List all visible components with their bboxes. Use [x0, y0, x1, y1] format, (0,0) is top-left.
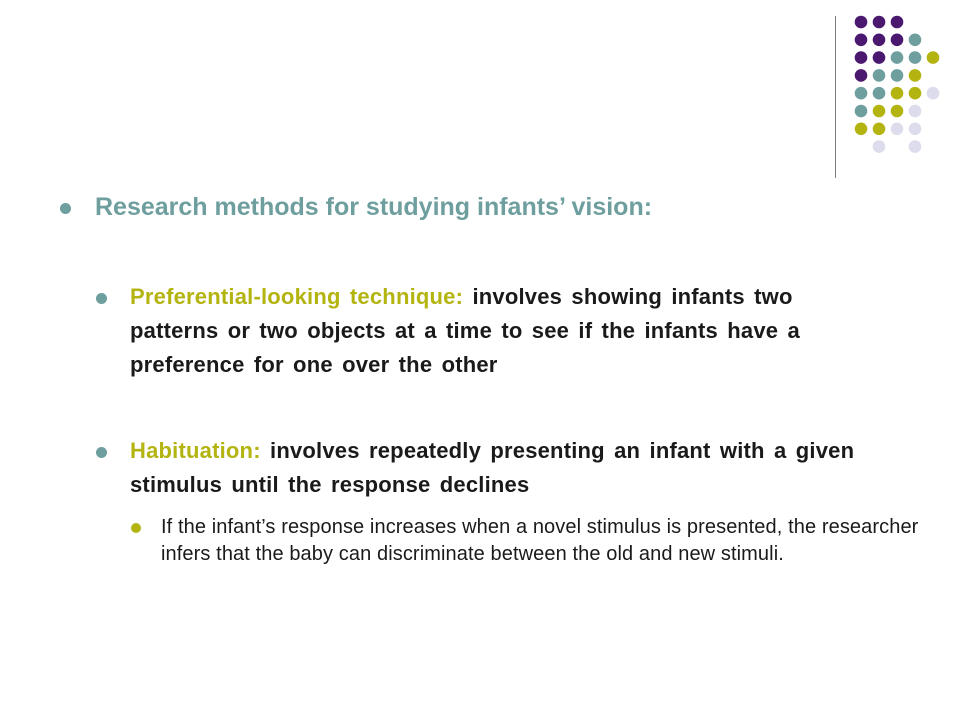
heading-bullet: [60, 203, 71, 214]
purple-dot: [891, 16, 904, 29]
purple-dot: [873, 51, 886, 64]
point-term: Habituation:: [130, 438, 261, 463]
purple-dot: [855, 34, 868, 47]
olive-dot: [873, 105, 886, 118]
purple-dot: [891, 34, 904, 47]
olive-dot: [891, 87, 904, 100]
lavender-dot: [909, 140, 922, 153]
teal-dot: [855, 105, 868, 118]
olive-dot: [873, 123, 886, 136]
point-bullet: [96, 293, 107, 304]
lavender-dot: [927, 87, 940, 100]
purple-dot: [855, 69, 868, 82]
olive-dot: [909, 87, 922, 100]
preferential-looking-point: [130, 280, 890, 382]
purple-dot: [855, 16, 868, 29]
teal-dot: [891, 69, 904, 82]
teal-dot: [909, 34, 922, 47]
lavender-dot: [909, 123, 922, 136]
subpoint-bullet: [131, 523, 141, 533]
lavender-dot: [873, 140, 886, 153]
teal-dot: [873, 69, 886, 82]
purple-dot: [873, 16, 886, 29]
olive-dot: [891, 105, 904, 118]
point-bullet: [96, 447, 107, 458]
point-term: Preferential-looking technique:: [130, 284, 464, 309]
slide-heading: Research methods for studying infants’ vision:: [95, 193, 653, 221]
olive-dot: [909, 69, 922, 82]
teal-dot: [909, 51, 922, 64]
point-description: involves showing infants two patterns or two objects at a time to see if the infants have a preference for one over the other: [130, 284, 800, 377]
teal-dot: [855, 87, 868, 100]
habituation-point: [130, 434, 890, 502]
point-description: involves repeatedly presenting an infant with a given stimulus until the response declines: [130, 438, 855, 497]
olive-dot: [927, 51, 940, 64]
lavender-dot: [909, 105, 922, 118]
teal-dot: [891, 51, 904, 64]
purple-dot: [873, 34, 886, 47]
purple-dot: [855, 51, 868, 64]
lavender-dot: [891, 123, 904, 136]
vertical-divider-line: [835, 16, 836, 178]
olive-dot: [855, 123, 868, 136]
teal-dot: [873, 87, 886, 100]
habituation-subpoint: If the infant’s response increases when a novel stimulus is presented, the researcher infers that the baby can discriminate between the old and new stimuli.: [161, 516, 919, 565]
decorative-dot-grid: [0, 0, 960, 200]
